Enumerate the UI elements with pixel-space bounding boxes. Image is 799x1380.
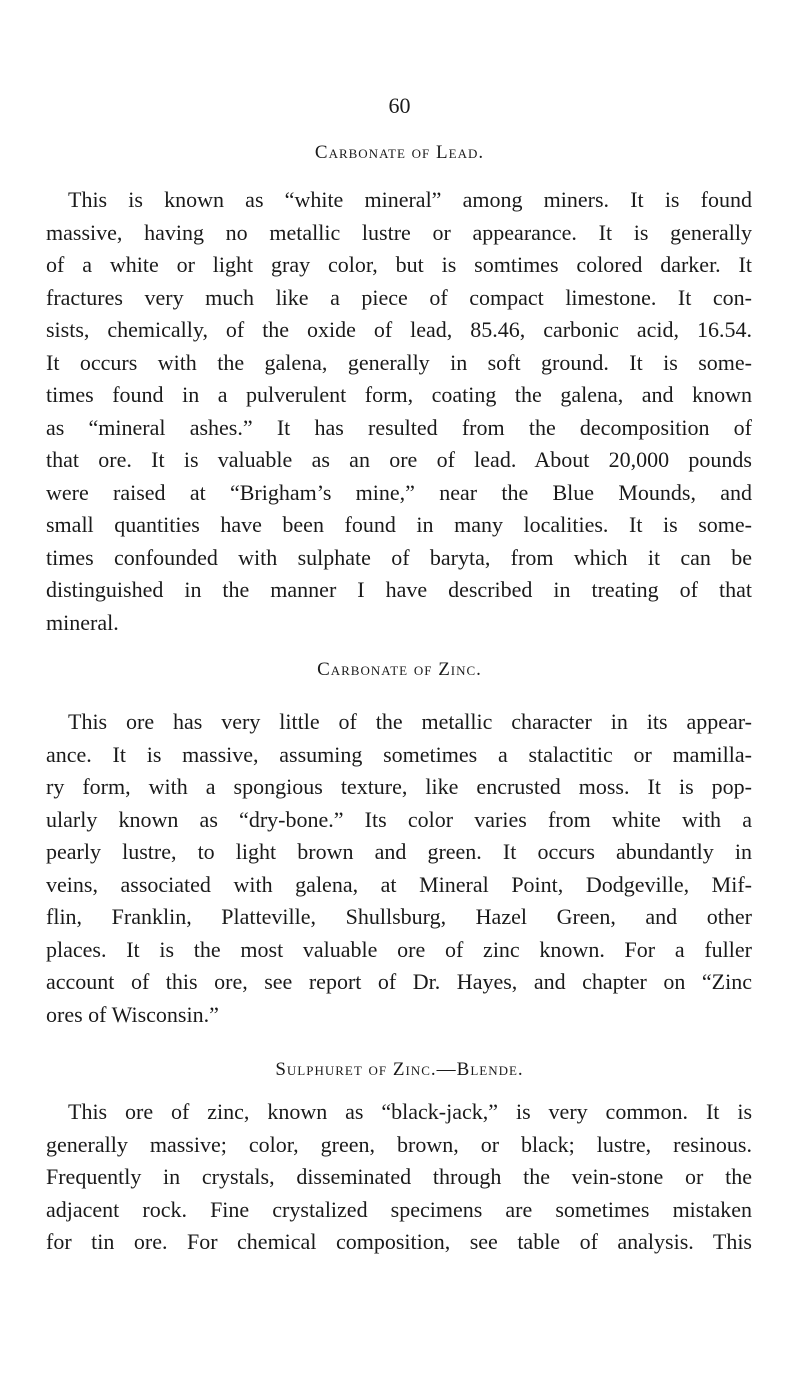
paragraph-carbonate-of-zinc: [46, 706, 752, 1031]
text-line: massive, having no metallic lustre or appearance. It is generally: [46, 219, 752, 245]
text-line: that ore. It is valuable as an ore of lead. About 20,000 pounds: [46, 447, 752, 472]
text-line: This ore of zinc, known as “black-jack,” is very common. It is: [68, 1099, 752, 1124]
text-line: mineral.: [46, 609, 119, 635]
text-line: places. It is the most valuable ore of zinc known. For a fuller: [46, 936, 752, 962]
text-line: Frequently in crystals, disseminated through the vein-stone or the: [46, 1164, 752, 1189]
page-number: 60: [388, 93, 411, 118]
text-line: veins, associated with galena, at Mineral Point, Dodgeville, Mif-: [46, 871, 752, 897]
text-line: for tin ore. For chemical composition, see table of analysis. This: [46, 1229, 752, 1254]
text-line: times confounded with sulphate of baryta, from which it can be: [46, 544, 752, 570]
text-line: pearly lustre, to light brown and green. It occurs abundantly in: [46, 839, 752, 864]
text-line: ores of Wisconsin.”: [46, 1001, 219, 1027]
text-line: account of this ore, see report of Dr. Hayes, and chapter on “Zinc: [46, 969, 752, 994]
text-line: flin, Franklin, Platteville, Shullsburg, Hazel Green, and other: [46, 904, 752, 929]
paragraph-carbonate-of-lead: [46, 184, 752, 639]
text-line: as “mineral ashes.” It has resulted from the decomposition of: [46, 414, 752, 440]
text-line: fractures very much like a piece of compact limestone. It con-: [46, 284, 752, 310]
text-line: ularly known as “dry-bone.” Its color varies from white with a: [46, 806, 752, 832]
text-line: generally massive; color, green, brown, or black; lustre, resinous.: [46, 1131, 752, 1157]
section-heading-sulphuret-of-zinc: Sulphuret of Zinc.—Blende.: [275, 1059, 524, 1080]
text-line: adjacent rock. Fine crystalized specimens are sometimes mistaken: [46, 1196, 752, 1222]
text-line: of a white or light gray color, but is somtimes colored darker. It: [46, 252, 752, 277]
text-line: ry form, with a spongious texture, like encrusted moss. It is pop-: [46, 774, 752, 799]
text-line: times found in a pulverulent form, coating the galena, and known: [46, 382, 752, 407]
section-heading-carbonate-of-lead: Carbonate of Lead.: [314, 142, 485, 163]
text-line: It occurs with the galena, generally in soft ground. It is some-: [46, 349, 752, 375]
paragraph-sulphuret-of-zinc: [46, 1096, 752, 1259]
text-line: were raised at “Brigham’s mine,” near the Blue Mounds, and: [46, 479, 752, 505]
text-line: small quantities have been found in many localities. It is some-: [46, 512, 752, 537]
text-line: distinguished in the manner I have described in treating of that: [46, 577, 752, 602]
text-line: This is known as “white mineral” among miners. It is found: [68, 187, 752, 212]
text-line: This ore has very little of the metallic character in its appear-: [68, 709, 752, 734]
text-line: sists, chemically, of the oxide of lead, 85.46, carbonic acid, 16.54.: [46, 317, 752, 342]
section-heading-carbonate-of-zinc: Carbonate of Zinc.: [317, 659, 482, 680]
text-line: ance. It is massive, assuming sometimes a stalactitic or mamilla-: [46, 741, 752, 767]
